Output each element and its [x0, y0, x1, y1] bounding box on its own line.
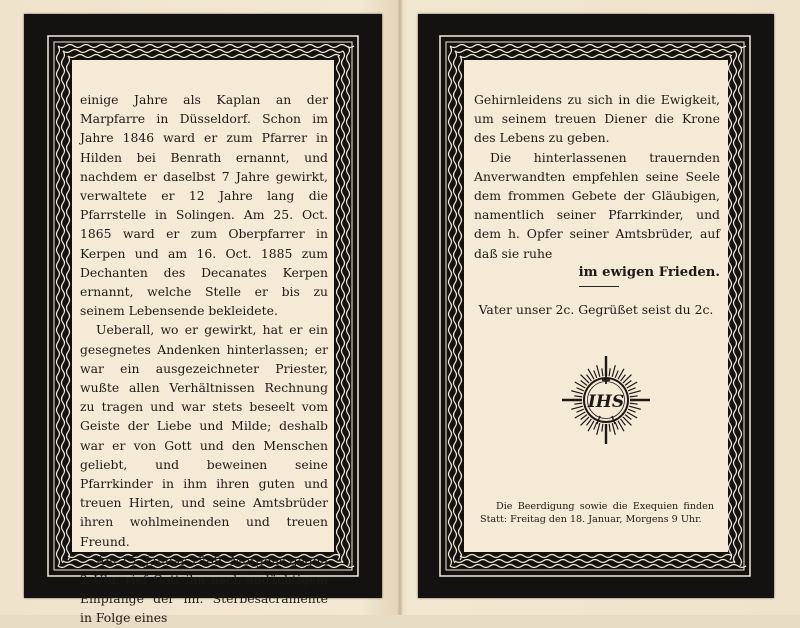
left-paragraph-1: einige Jahre als Kaplan an der Marpfarre in Düsseldorf. Schon im Jahre 1846 ward er zum Pfarrer in Hilden bei Benrath ernannt, und nachdem er daselbst 7 Jahre gewirkt, verwaltete er 12 Jahre lang die Pfarrstelle in Solingen. Am 25. Oct. 1865 ward er zum Oberpfarrer in Kerpen und am 16. Oct. 1885 zum Dechanten des Decanates Kerpen ernannt, welche Stelle er bis zu seinem Lebensende bekleidete. [80, 92, 328, 319]
divider-rule [579, 286, 619, 287]
left-panel [24, 14, 382, 626]
right-page [464, 60, 728, 552]
right-text [474, 90, 720, 282]
right-paragraph-1: Gehirnleidens zu sich in die Ewigkeit, um seinem treuen Diener die Krone des Lebens zu geben. [474, 92, 720, 146]
closing-line: im ewigen Frieden. [578, 264, 720, 280]
left-text [80, 90, 328, 628]
prayer-line: Vater unser 2c. Gegrüßet seist du 2c. [478, 302, 714, 317]
ihs-sunburst-icon [560, 354, 652, 446]
right-paragraph-2: Die hinterlassenen trauernden Anverwandten empfehlen seine Seele dem frommen Gebete der Gläubigen, namentlich seiner Pfarrkinder, und dem h. Opfer seiner Amtsbrüder, auf daß sie ruhe [474, 149, 720, 261]
funeral-notice [480, 500, 714, 526]
left-page [72, 60, 334, 626]
center-fold [397, 0, 403, 615]
right-panel [418, 14, 774, 598]
left-paragraph-3: Am 15. Januar 1889, Morgens gegen 2 Uhr, rief Gott ihn nach andächtigem Empfange der hh. Sterbesacramente in Folge eines [80, 552, 328, 626]
ihs-monogram: IHS [587, 392, 625, 412]
funeral-notice-text: Die Beerdigung sowie die Exequien finden Statt: Freitag den 18. Januar, Morgens 9 Uhr. [480, 501, 714, 525]
left-paragraph-2: Ueberall, wo er gewirkt, hat er ein gesegnetes Andenken hinterlassen; er war ein ausgezeichneter Priester, wußte allen Verhältnissen Rechnung zu tragen und war stets beseelt vom Geiste der Liebe und Milde; deshalb war er von Gott und den Menschen geliebt, und beweinen seine Pfarrkinder in ihm ihren guten und treuen Hirten, und seine Amtsbrüder ihren wohlmeinenden und treuen Freund. [80, 322, 328, 549]
